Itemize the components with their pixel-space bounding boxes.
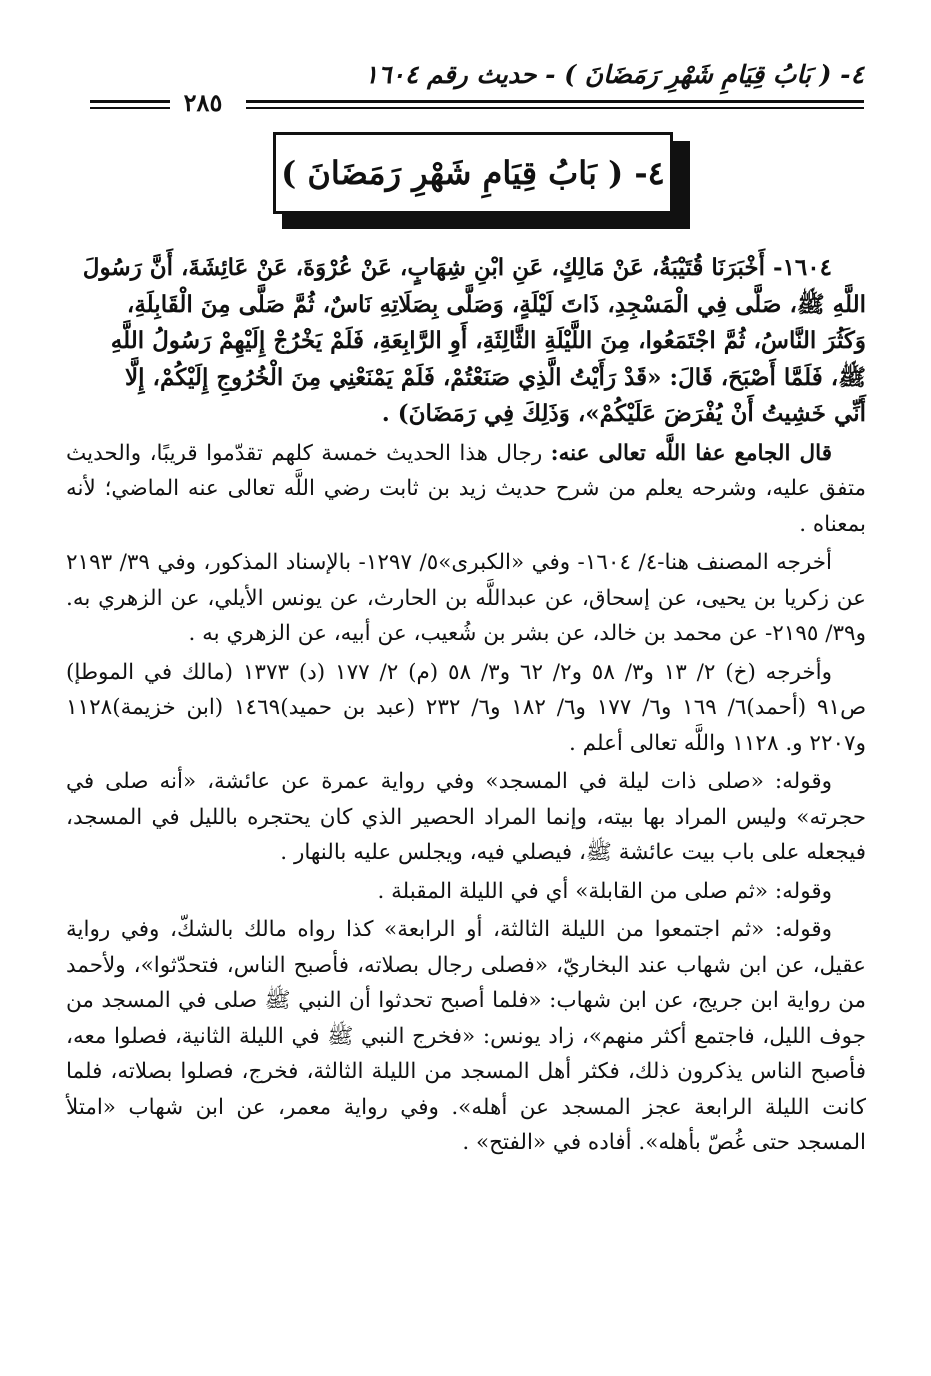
commentary-paragraph [66,436,866,543]
hadith-text [66,250,866,433]
hadith-line: وَكَثُرَ النَّاسُ، ثُمَّ اجْتَمَعُوا، مِنَ اللَّيْلَةِ الثَّالِثَةِ، أَوِ الرَّابِعَةِ، فَلَمْ يَخْرُجْ إِلَيْهِمْ رَسُولُ اللَّهِ [110,327,866,354]
commentary-paragraph: وقوله: «صلى ذات ليلة في المسجد» وفي رواية عمرة عن عائشة، «أنه صلى في حجرته» وليس المراد بها بيته، وإنما المراد الحصير الذي كان يحتجره بالليل في المسجد، فيجعله على باب بيت عائشة ﷺ، فيصلي فيه، ويجلس عليه بالنهار . [66,769,866,865]
header-rule-left [90,100,170,103]
commentary-paragraph: وأخرجه (خ) ٢/ ١٣ و٣/ ٥٨ و٢/ ٦٢ و٣/ ٥٨ (م) ٢/ ١٧٧ (د) ١٣٧٣ (مالك في الموطإ) ص٩١ (أحمد)٦/ ١٦٩ و٦/ ١٧٧ و٦/ ١٨٢ و٦/ ٢٣٢ (عبد بن حميد)١٤٦٩ (ابن خزيمة)١١٢٨ و٢٢٠٧ و. ١١٢٨ واللَّه تعالى أعلم . [66,659,867,756]
page-content [66,250,866,1161]
hadith-line: ﷺ، فَلَمَّا أَصْبَحَ، قَالَ: «قَدْ رَأَيْتُ الَّذِي صَنَعْتُمْ، فَلَمْ يَمْنَعْنِي مِنَ الْخُرُوجِ إِلَيْكُمْ، إِلَّا [125,363,866,391]
header-rule-right-lower [246,107,864,109]
commentary-paragraph: أخرجه المصنف هنا-٤/ ١٦٠٤- وفي «الكبرى»٥/ ١٢٩٧- بالإسناد المذكور، وفي ٣٩/ ٢١٩٣ عن زكريا بن يحيى، عن إسحاق، عن عبداللَّه بن الحارث، عن يونس الأيلي، عن الزهري به. و٣٩/ ٢١٩٥- عن محمد بن خالد، عن بشر بن شُعيب، عن أبيه، عن الزهري به . [66,550,866,646]
chapter-title: ٤- ( بَابُ قِيَامِ شَهْرِ رَمَضَانَ ) [281,154,665,192]
header-rule-right [246,100,864,103]
commentary-heading: قال الجامع عفا اللَّه تعالى عنه: [550,440,832,466]
hadith-line: اللَّهِ ﷺ، صَلَّى فِي الْمَسْجِدِ، ذَاتَ لَيْلَةٍ، وَصَلَّى بِصَلَاتِهِ نَاسٌ، ثُمَّ صَلَّى مِنَ الْقَابِلَةِ، [126,290,866,318]
commentary-paragraph: وقوله: «ثم اجتمعوا من الليلة الثالثة، أو الرابعة» كذا رواه مالك بالشكّ، وفي رواية عقيل، عن ابن شهاب عند البخاريّ، «فصلى رجال بصلاته، فأصبح الناس، فتحدّثوا»، ولأحمد من رواية ابن جريج، عن ابن شهاب: «فلما أصبح تحدثوا أن النبي ﷺ صلى في المسجد من جوف الليل، فاجتمع أكثر منهم»، زاد يونس: «فخرج النبي ﷺ في الليلة الثانية، فصلوا معه، فأصبح الناس يذكرون ذلك، فكثر أهل المسجد من الليلة الثالثة، فخرج، فصلوا بصلاته، فلما كانت الليلة الرابعة عجز المسجد عن أهله». وفي رواية معمر، عن ابن شهاب «امتلأ المسجد حتى غُصّ بأهله». أفاده في «الفتح» . [66,917,866,1155]
commentary [66,436,866,1161]
chapter-title-box [273,132,673,214]
hadith-line: أَنِّي خَشِيتُ أَنْ يُفْرَضَ عَلَيْكُمْ»، وَذَلِكَ فِي رَمَضَانَ) . [381,400,866,427]
commentary-paragraph: وقوله: «ثم صلى من القابلة» أي في الليلة المقبلة . [377,878,832,904]
commentary-text: رجال هذا الحديث خمسة كلهم تقدّموا قريبًا، والحديث متفق عليه، وشرحه يعلم من شرح حديث زيد بن ثابت رضي اللَّه تعالى عنه الماضي؛ لأنه بمعناه . [66,440,866,537]
header-rule-left-lower [90,107,170,109]
hadith-line: ١٦٠٤- أَخْبَرَنَا قُتَيْبَةُ، عَنْ مَالِكٍ، عَنِ ابْنِ شِهَابٍ، عَنْ عُرْوَةَ، عَنْ عَائِشَةَ، أَنَّ رَسُولَ [82,254,832,281]
running-header-title: ٤- ( بَابُ قِيَامِ شَهْرِ رَمَضَانَ ) - حديث رقم ١٦٠٤ [364,60,864,89]
page-number: ٢٨٥ [183,88,223,117]
